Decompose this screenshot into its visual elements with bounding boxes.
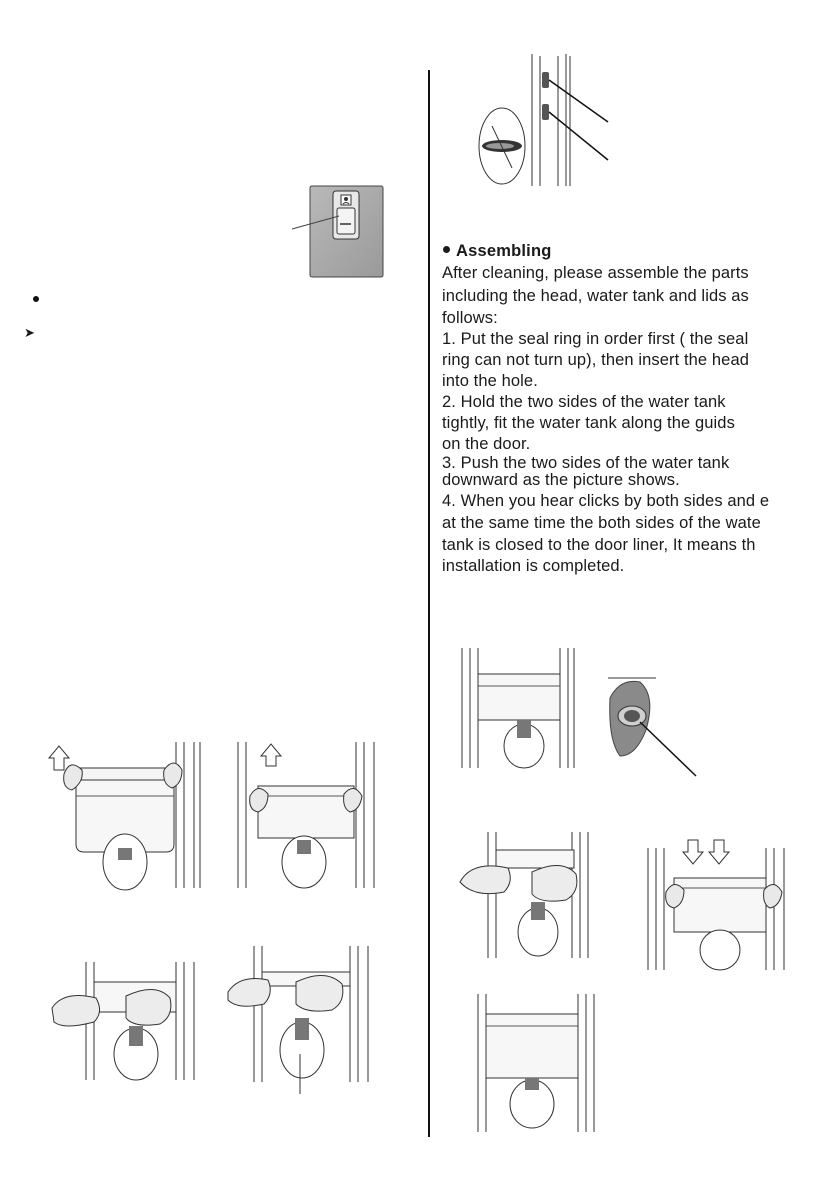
assembling-line: 2. Hold the two sides of the water tank: [442, 393, 726, 411]
column-divider: [428, 70, 430, 1137]
arrow-bullet-icon: ➤: [24, 325, 35, 340]
assemble-tank-step-1-illustration: [458, 830, 598, 960]
remove-tank-step-4-illustration: [226, 944, 386, 1096]
assemble-head-illustration: [458, 646, 578, 770]
assembling-line: follows:: [442, 309, 498, 327]
remove-tank-step-1-illustration: [46, 740, 206, 890]
assembling-line: 4. When you hear clicks by both sides and e: [442, 492, 770, 510]
assembling-line: on the door.: [442, 435, 531, 453]
remove-tank-step-2-illustration: [236, 740, 386, 890]
assembling-heading-text: Assembling: [456, 242, 552, 260]
assembling-heading: [443, 242, 552, 261]
assemble-tank-step-2-illustration: [644, 836, 800, 972]
assembling-line: at the same time the both sides of the wate: [442, 514, 761, 532]
assembling-line: tightly, fit the water tank along the guids: [442, 414, 735, 432]
door-seal-ring-illustration: [470, 52, 620, 188]
down-arrow-icon: [683, 840, 703, 864]
assembling-line: 1. Put the seal ring in order first ( the seal: [442, 330, 749, 348]
assembling-line: ring can not turn up), then insert the head: [442, 351, 749, 369]
bullet-dot-icon: [33, 296, 39, 302]
assembling-line: including the head, water tank and lids as: [442, 287, 749, 305]
assembling-line: 3. Push the two sides of the water tank: [442, 454, 730, 472]
assembling-line: tank is closed to the door liner, It means th: [442, 536, 756, 554]
assembling-line: After cleaning, please assemble the parts: [442, 264, 749, 282]
assembling-line: downward as the picture shows.: [442, 471, 680, 489]
remove-tank-step-3-illustration: [50, 960, 200, 1082]
seal-ring-closeup-illustration: [596, 676, 736, 796]
dispenser-panel-illustration: [288, 186, 384, 278]
down-arrow-icon: [709, 840, 729, 864]
bullet-dot-icon: [443, 246, 450, 253]
assembling-line: into the hole.: [442, 372, 538, 390]
assemble-tank-step-3-illustration: [474, 992, 614, 1134]
assembling-line: installation is completed.: [442, 557, 625, 575]
